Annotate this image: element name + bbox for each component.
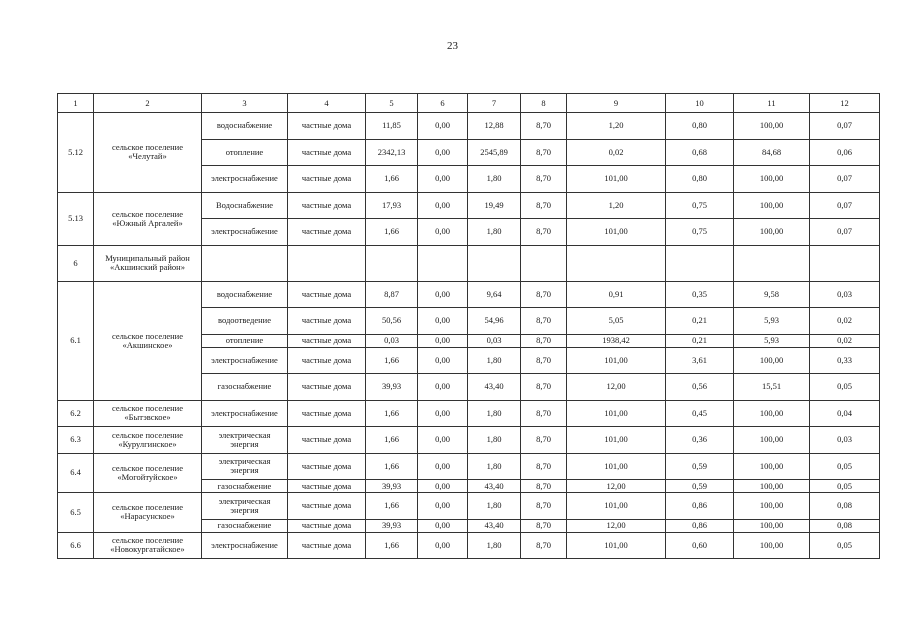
value-cell: 84,68 bbox=[734, 139, 810, 166]
value-cell: 5,93 bbox=[734, 308, 810, 335]
row-code: 5.13 bbox=[58, 192, 94, 245]
value-cell: 101,00 bbox=[567, 400, 666, 427]
row-code: 6 bbox=[58, 245, 94, 281]
housing-type-cell: частные дома bbox=[288, 219, 366, 246]
value-cell: 0,00 bbox=[418, 374, 468, 401]
value-cell: 101,00 bbox=[567, 219, 666, 246]
service-cell: водоснабжение bbox=[202, 113, 288, 140]
value-cell: 1,80 bbox=[468, 166, 521, 193]
table-row bbox=[58, 281, 880, 308]
value-cell: 0,03 bbox=[810, 427, 880, 454]
value-cell: 0,00 bbox=[418, 400, 468, 427]
header-cell: 6 bbox=[418, 94, 468, 113]
tariff-table bbox=[57, 93, 880, 559]
value-cell: 0,04 bbox=[810, 400, 880, 427]
value-cell: 0,02 bbox=[810, 308, 880, 335]
empty-cell bbox=[810, 245, 880, 281]
service-cell: электрическая энергия bbox=[202, 453, 288, 480]
value-cell: 8,70 bbox=[521, 219, 567, 246]
table-row bbox=[58, 192, 880, 219]
value-cell: 12,00 bbox=[567, 374, 666, 401]
value-cell: 0,02 bbox=[810, 334, 880, 347]
value-cell: 2545,89 bbox=[468, 139, 521, 166]
value-cell: 8,70 bbox=[521, 192, 567, 219]
value-cell: 100,00 bbox=[734, 493, 810, 520]
service-cell: газоснабжение bbox=[202, 519, 288, 532]
value-cell: 101,00 bbox=[567, 532, 666, 559]
value-cell: 1,20 bbox=[567, 113, 666, 140]
value-cell: 0,00 bbox=[418, 427, 468, 454]
value-cell: 12,88 bbox=[468, 113, 521, 140]
housing-type-cell: частные дома bbox=[288, 139, 366, 166]
value-cell: 0,80 bbox=[666, 113, 734, 140]
value-cell: 1,80 bbox=[468, 427, 521, 454]
table-row bbox=[58, 493, 880, 520]
value-cell: 1,80 bbox=[468, 532, 521, 559]
value-cell: 1,80 bbox=[468, 453, 521, 480]
value-cell: 1,66 bbox=[366, 166, 418, 193]
value-cell: 9,64 bbox=[468, 281, 521, 308]
header-cell: 8 bbox=[521, 94, 567, 113]
value-cell: 0,05 bbox=[810, 532, 880, 559]
value-cell: 1,66 bbox=[366, 532, 418, 559]
value-cell: 8,70 bbox=[521, 347, 567, 374]
housing-type-cell: частные дома bbox=[288, 192, 366, 219]
row-code: 6.5 bbox=[58, 493, 94, 533]
value-cell: 0,05 bbox=[810, 374, 880, 401]
service-cell: электроснабжение bbox=[202, 532, 288, 559]
value-cell: 8,70 bbox=[521, 480, 567, 493]
value-cell: 0,00 bbox=[418, 532, 468, 559]
value-cell: 8,70 bbox=[521, 139, 567, 166]
value-cell: 12,00 bbox=[567, 480, 666, 493]
value-cell: 101,00 bbox=[567, 453, 666, 480]
row-code: 6.1 bbox=[58, 281, 94, 400]
value-cell: 0,02 bbox=[567, 139, 666, 166]
value-cell: 0,33 bbox=[810, 347, 880, 374]
row-code: 5.12 bbox=[58, 113, 94, 193]
value-cell: 0,75 bbox=[666, 192, 734, 219]
value-cell: 100,00 bbox=[734, 453, 810, 480]
empty-cell bbox=[288, 245, 366, 281]
value-cell: 0,91 bbox=[567, 281, 666, 308]
empty-cell bbox=[567, 245, 666, 281]
empty-cell bbox=[468, 245, 521, 281]
value-cell: 1,80 bbox=[468, 219, 521, 246]
housing-type-cell: частные дома bbox=[288, 374, 366, 401]
header-cell: 11 bbox=[734, 94, 810, 113]
value-cell: 8,70 bbox=[521, 532, 567, 559]
value-cell: 0,36 bbox=[666, 427, 734, 454]
housing-type-cell: частные дома bbox=[288, 166, 366, 193]
value-cell: 43,40 bbox=[468, 480, 521, 493]
empty-cell bbox=[202, 245, 288, 281]
value-cell: 0,08 bbox=[810, 493, 880, 520]
value-cell: 1,66 bbox=[366, 219, 418, 246]
value-cell: 1,20 bbox=[567, 192, 666, 219]
value-cell: 0,05 bbox=[810, 480, 880, 493]
service-cell: Водоснабжение bbox=[202, 192, 288, 219]
value-cell: 39,93 bbox=[366, 374, 418, 401]
value-cell: 8,70 bbox=[521, 400, 567, 427]
housing-type-cell: частные дома bbox=[288, 281, 366, 308]
value-cell: 8,70 bbox=[521, 519, 567, 532]
value-cell: 2342,13 bbox=[366, 139, 418, 166]
header-cell: 10 bbox=[666, 94, 734, 113]
table-row bbox=[58, 532, 880, 559]
value-cell: 101,00 bbox=[567, 493, 666, 520]
value-cell: 0,00 bbox=[418, 113, 468, 140]
service-cell: электроснабжение bbox=[202, 166, 288, 193]
value-cell: 1,80 bbox=[468, 347, 521, 374]
value-cell: 1,66 bbox=[366, 347, 418, 374]
value-cell: 1,66 bbox=[366, 400, 418, 427]
page-number: 23 bbox=[447, 40, 458, 52]
value-cell: 0,75 bbox=[666, 219, 734, 246]
value-cell: 54,96 bbox=[468, 308, 521, 335]
value-cell: 8,70 bbox=[521, 453, 567, 480]
value-cell: 0,00 bbox=[418, 519, 468, 532]
value-cell: 8,70 bbox=[521, 334, 567, 347]
settlement-name: сельское поселение «Нарасунское» bbox=[94, 493, 202, 533]
header-row bbox=[58, 94, 880, 113]
value-cell: 11,85 bbox=[366, 113, 418, 140]
value-cell: 0,03 bbox=[366, 334, 418, 347]
row-code: 6.3 bbox=[58, 427, 94, 454]
value-cell: 0,00 bbox=[418, 139, 468, 166]
header-cell: 4 bbox=[288, 94, 366, 113]
value-cell: 1,80 bbox=[468, 400, 521, 427]
value-cell: 0,07 bbox=[810, 219, 880, 246]
empty-cell bbox=[418, 245, 468, 281]
service-cell: отопление bbox=[202, 139, 288, 166]
value-cell: 0,21 bbox=[666, 334, 734, 347]
value-cell: 17,93 bbox=[366, 192, 418, 219]
value-cell: 0,21 bbox=[666, 308, 734, 335]
table-row bbox=[58, 113, 880, 140]
value-cell: 39,93 bbox=[366, 519, 418, 532]
value-cell: 0,00 bbox=[418, 334, 468, 347]
settlement-name: сельское поселение «Новокургатайское» bbox=[94, 532, 202, 559]
value-cell: 100,00 bbox=[734, 519, 810, 532]
service-cell: электрическая энергия bbox=[202, 427, 288, 454]
value-cell: 1938,42 bbox=[567, 334, 666, 347]
value-cell: 50,56 bbox=[366, 308, 418, 335]
service-cell: водоотведение bbox=[202, 308, 288, 335]
service-cell: электроснабжение bbox=[202, 400, 288, 427]
value-cell: 1,66 bbox=[366, 493, 418, 520]
header-cell: 7 bbox=[468, 94, 521, 113]
value-cell: 39,93 bbox=[366, 480, 418, 493]
value-cell: 1,66 bbox=[366, 453, 418, 480]
value-cell: 0,00 bbox=[418, 219, 468, 246]
value-cell: 0,59 bbox=[666, 453, 734, 480]
value-cell: 0,56 bbox=[666, 374, 734, 401]
table-row bbox=[58, 427, 880, 454]
value-cell: 43,40 bbox=[468, 374, 521, 401]
header-cell: 3 bbox=[202, 94, 288, 113]
value-cell: 0,00 bbox=[418, 308, 468, 335]
value-cell: 0,07 bbox=[810, 192, 880, 219]
header-cell: 1 bbox=[58, 94, 94, 113]
value-cell: 100,00 bbox=[734, 427, 810, 454]
empty-cell bbox=[521, 245, 567, 281]
housing-type-cell: частные дома bbox=[288, 347, 366, 374]
value-cell: 8,70 bbox=[521, 113, 567, 140]
value-cell: 3,61 bbox=[666, 347, 734, 374]
value-cell: 0,59 bbox=[666, 480, 734, 493]
header-cell: 2 bbox=[94, 94, 202, 113]
region-name: Муниципальный район «Акшинский район» bbox=[94, 245, 202, 281]
value-cell: 0,07 bbox=[810, 113, 880, 140]
housing-type-cell: частные дома bbox=[288, 453, 366, 480]
settlement-name: сельское поселение «Бытэвское» bbox=[94, 400, 202, 427]
value-cell: 0,07 bbox=[810, 166, 880, 193]
value-cell: 8,70 bbox=[521, 166, 567, 193]
value-cell: 0,86 bbox=[666, 519, 734, 532]
value-cell: 0,03 bbox=[468, 334, 521, 347]
value-cell: 8,70 bbox=[521, 308, 567, 335]
empty-cell bbox=[366, 245, 418, 281]
value-cell: 100,00 bbox=[734, 113, 810, 140]
service-cell: газоснабжение bbox=[202, 374, 288, 401]
value-cell: 0,00 bbox=[418, 453, 468, 480]
value-cell: 100,00 bbox=[734, 532, 810, 559]
value-cell: 5,05 bbox=[567, 308, 666, 335]
value-cell: 101,00 bbox=[567, 166, 666, 193]
value-cell: 43,40 bbox=[468, 519, 521, 532]
value-cell: 101,00 bbox=[567, 347, 666, 374]
service-cell: газоснабжение bbox=[202, 480, 288, 493]
table-row bbox=[58, 400, 880, 427]
value-cell: 0,80 bbox=[666, 166, 734, 193]
service-cell: электроснабжение bbox=[202, 219, 288, 246]
value-cell: 15,51 bbox=[734, 374, 810, 401]
value-cell: 0,06 bbox=[810, 139, 880, 166]
settlement-name: сельское поселение «Южный Аргалей» bbox=[94, 192, 202, 245]
value-cell: 0,45 bbox=[666, 400, 734, 427]
value-cell: 9,58 bbox=[734, 281, 810, 308]
housing-type-cell: частные дома bbox=[288, 308, 366, 335]
value-cell: 0,86 bbox=[666, 493, 734, 520]
value-cell: 0,00 bbox=[418, 192, 468, 219]
housing-type-cell: частные дома bbox=[288, 532, 366, 559]
housing-type-cell: частные дома bbox=[288, 334, 366, 347]
value-cell: 100,00 bbox=[734, 347, 810, 374]
value-cell: 19,49 bbox=[468, 192, 521, 219]
table-row bbox=[58, 453, 880, 480]
settlement-name: сельское поселение «Челутай» bbox=[94, 113, 202, 193]
settlement-name: сельское поселение «Курулгинское» bbox=[94, 427, 202, 454]
header-cell: 9 bbox=[567, 94, 666, 113]
value-cell: 100,00 bbox=[734, 480, 810, 493]
housing-type-cell: частные дома bbox=[288, 400, 366, 427]
value-cell: 8,70 bbox=[521, 374, 567, 401]
value-cell: 1,66 bbox=[366, 427, 418, 454]
value-cell: 101,00 bbox=[567, 427, 666, 454]
value-cell: 0,08 bbox=[810, 519, 880, 532]
row-code: 6.6 bbox=[58, 532, 94, 559]
value-cell: 8,87 bbox=[366, 281, 418, 308]
value-cell: 8,70 bbox=[521, 427, 567, 454]
value-cell: 0,00 bbox=[418, 493, 468, 520]
value-cell: 0,00 bbox=[418, 281, 468, 308]
value-cell: 100,00 bbox=[734, 219, 810, 246]
housing-type-cell: частные дома bbox=[288, 519, 366, 532]
value-cell: 0,00 bbox=[418, 480, 468, 493]
housing-type-cell: частные дома bbox=[288, 480, 366, 493]
service-cell: водоснабжение bbox=[202, 281, 288, 308]
row-code: 6.2 bbox=[58, 400, 94, 427]
value-cell: 1,80 bbox=[468, 493, 521, 520]
value-cell: 0,68 bbox=[666, 139, 734, 166]
value-cell: 0,03 bbox=[810, 281, 880, 308]
housing-type-cell: частные дома bbox=[288, 113, 366, 140]
value-cell: 0,00 bbox=[418, 166, 468, 193]
header-cell: 5 bbox=[366, 94, 418, 113]
value-cell: 0,35 bbox=[666, 281, 734, 308]
row-code: 6.4 bbox=[58, 453, 94, 493]
value-cell: 5,93 bbox=[734, 334, 810, 347]
value-cell: 8,70 bbox=[521, 281, 567, 308]
value-cell: 100,00 bbox=[734, 192, 810, 219]
housing-type-cell: частные дома bbox=[288, 427, 366, 454]
settlement-name: сельское поселение «Акшинское» bbox=[94, 281, 202, 400]
header-cell: 12 bbox=[810, 94, 880, 113]
settlement-name: сельское поселение «Могойтуйское» bbox=[94, 453, 202, 493]
region-row bbox=[58, 245, 880, 281]
value-cell: 100,00 bbox=[734, 400, 810, 427]
value-cell: 8,70 bbox=[521, 493, 567, 520]
service-cell: электрическая энергия bbox=[202, 493, 288, 520]
value-cell: 0,05 bbox=[810, 453, 880, 480]
service-cell: отопление bbox=[202, 334, 288, 347]
service-cell: электроснабжение bbox=[202, 347, 288, 374]
housing-type-cell: частные дома bbox=[288, 493, 366, 520]
value-cell: 0,00 bbox=[418, 347, 468, 374]
value-cell: 0,60 bbox=[666, 532, 734, 559]
value-cell: 12,00 bbox=[567, 519, 666, 532]
value-cell: 100,00 bbox=[734, 166, 810, 193]
empty-cell bbox=[734, 245, 810, 281]
empty-cell bbox=[666, 245, 734, 281]
